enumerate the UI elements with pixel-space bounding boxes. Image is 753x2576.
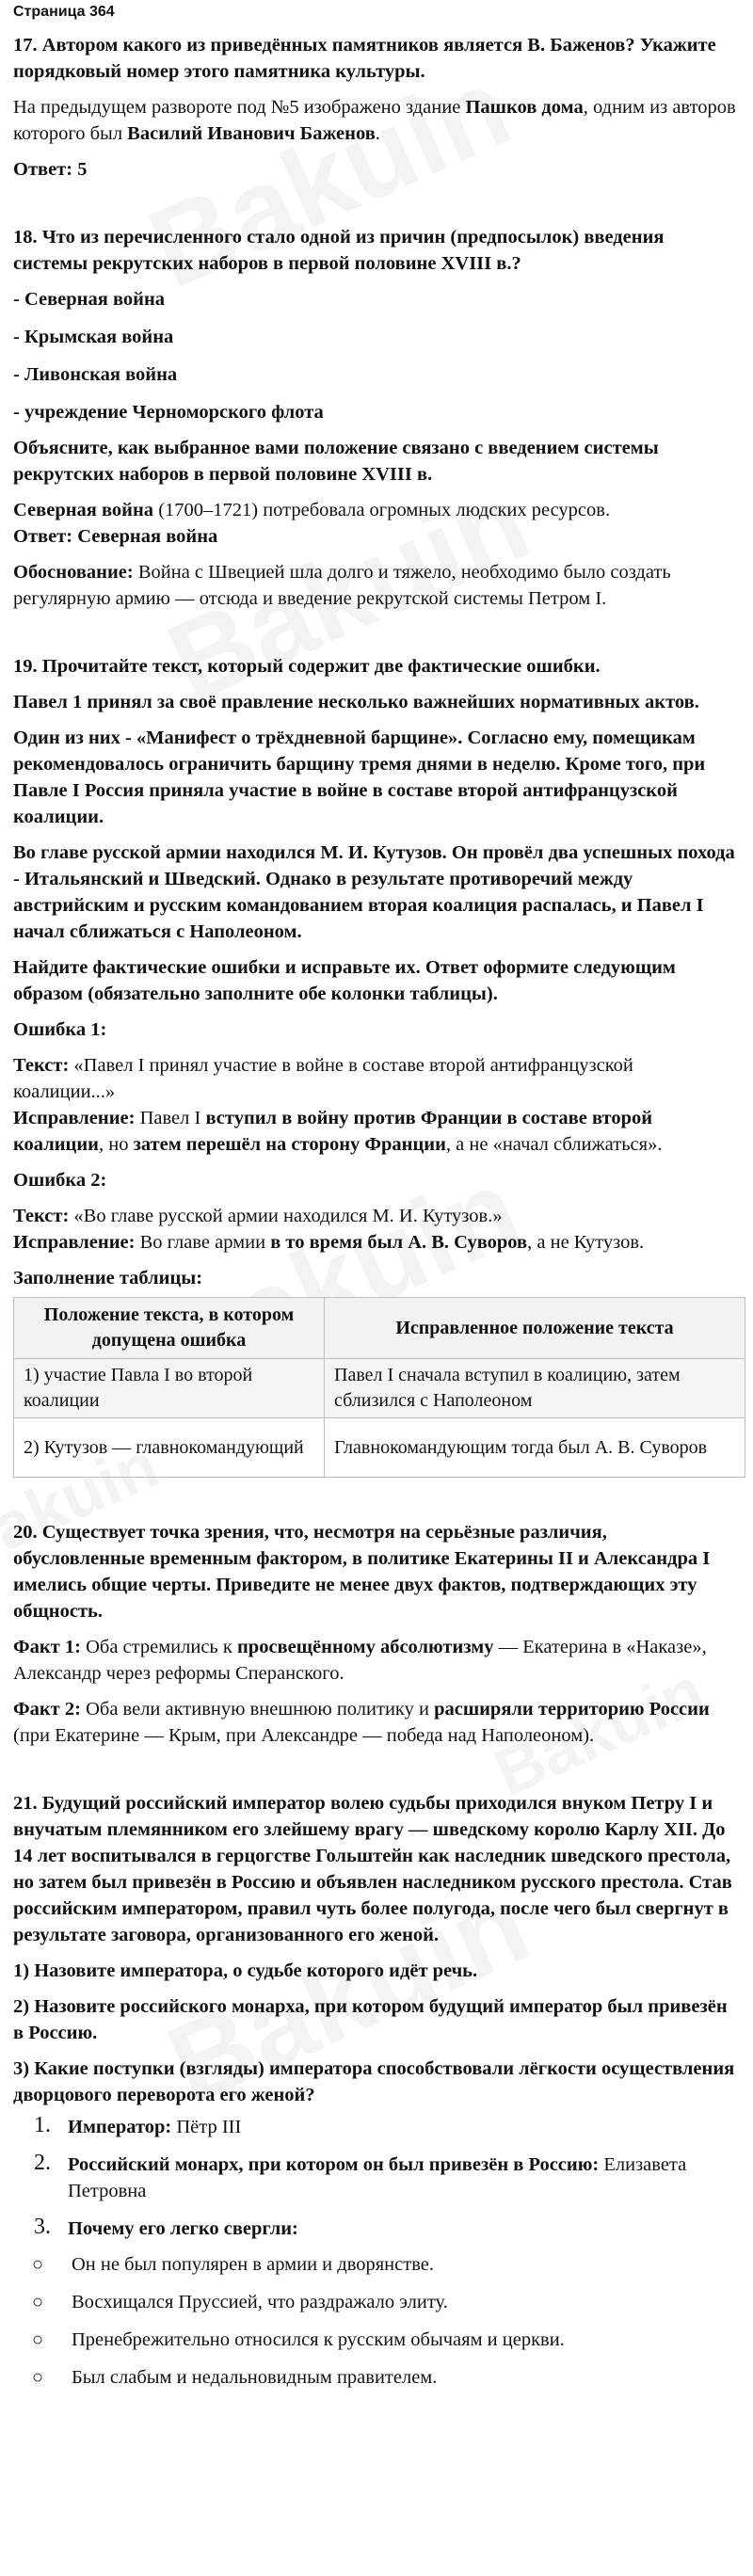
question-18-line	[13, 497, 740, 523]
list-item	[13, 2251, 740, 2278]
answers-list	[13, 2114, 740, 2391]
bold-span: Исправление:	[13, 1108, 136, 1128]
table-cell: 2) Кутузов — главнокомандующий	[14, 1418, 325, 1478]
list-item	[13, 2114, 740, 2140]
text-span: Был слабым и недальновидным правителем.	[72, 2367, 438, 2388]
table-cell: Главнокомандующим тогда был А. В. Суворов	[325, 1418, 745, 1478]
option: - учреждение Черноморского флота	[13, 402, 324, 423]
fact-1	[13, 1634, 740, 1687]
reasons-list	[13, 2251, 740, 2391]
text-span: (при Екатерине — Крым, при Александре — победа над Наполеоном).	[13, 1725, 595, 1746]
text-span: , а не Кутузов.	[527, 1232, 645, 1253]
bold-span: расширяли территорию России	[434, 1699, 710, 1720]
text-span: Пётр III	[171, 2117, 242, 2137]
sub-question: 2) Назовите российского монарха, при котором будущий император был привезён в Россию.	[13, 1996, 728, 2043]
bold-span: Пашков дома	[465, 97, 584, 118]
text-span: Восхищался Пруссией, что раздражало элиту.	[72, 2292, 448, 2312]
text-span: «Павел I принял участие в войне в составе второй антифранцузской коалиции...»	[13, 1055, 633, 1102]
list-number: 2.	[34, 2151, 51, 2175]
text-span: Оба вели активную внешнюю политику и	[80, 1699, 435, 1720]
paragraph: Во главе русской армии находился М. И. Кутузов. Он провёл два успешных похода - Итальянский и Шведский. Однако в результате противоречий между австрийским и русским командованием вторая коалиция распалась, и Павел I начал сближаться с Наполеоном.	[13, 842, 735, 942]
question-17-explanation	[13, 94, 740, 147]
error-1-fix	[13, 1105, 740, 1158]
sub-question: 1) Назовите императора, о судьбе которого идёт речь.	[13, 1960, 478, 1981]
table-cell: Павел I сначала вступил в коалицию, затем сблизился с Наполеоном	[325, 1359, 745, 1418]
table-cell: 1) участие Павла I во второй коалиции	[14, 1359, 325, 1418]
bold-span: Исправление:	[13, 1232, 136, 1253]
bold-span: в то время был А. В. Суворов	[270, 1232, 528, 1253]
text-span: Оба стремились к	[80, 1637, 237, 1657]
bold-span: просвещённому абсолютизму	[237, 1637, 494, 1657]
bold-span: Текст:	[13, 1055, 70, 1076]
bold-span: Почему его легко свергли:	[68, 2218, 298, 2239]
list-item	[13, 2289, 740, 2315]
question-17	[13, 32, 740, 183]
list-item	[13, 2152, 740, 2204]
bold-span: Император:	[68, 2117, 172, 2137]
sub-question: 3) Какие поступки (взгляды) императора способствовали лёгкости осуществления дворцового переворота его женой?	[13, 2058, 735, 2105]
table-header-cell: Исправленное положение текста	[325, 1298, 745, 1359]
table-row	[14, 1359, 745, 1418]
paragraph: Павел 1 принял за своё правление несколько важнейших нормативных актов.	[13, 692, 699, 712]
text-span: Елизавета Петровна	[68, 2154, 687, 2201]
error-1-title: Ошибка 1:	[13, 1019, 107, 1040]
paragraph: Один из них - «Манифест о трёхдневной барщине». Согласно ему, помещикам рекомендовалось ограничить барщину тремя днями в неделю. Кроме того, при Павле I Россия приняла участие в войне в составе второй антифранцузской коалиции.	[13, 728, 706, 827]
question-17-text: 17. Автором какого из приведённых памятников является В. Баженов? Укажите порядковый номер этого памятника культуры.	[13, 35, 716, 82]
question-20	[13, 1519, 740, 1749]
page-header: Страница 364	[13, 4, 115, 20]
text-span: На предыдущем развороте под №5 изображено здание	[13, 97, 466, 118]
question-19	[13, 653, 740, 1478]
text-span: Во главе армии	[135, 1232, 271, 1253]
circle-bullet-icon: ○	[32, 2292, 44, 2312]
error-1-text	[13, 1052, 740, 1105]
question-21	[13, 1790, 740, 2391]
bold-span: Факт 2:	[13, 1699, 81, 1720]
list-number: 1.	[34, 2113, 51, 2137]
question-18-explain: Объясните, как выбранное вами положение связано с введением системы рекрутских наборов в первой половине XVIII в.	[13, 438, 659, 485]
error-2-text	[13, 1203, 740, 1229]
question-18	[13, 224, 740, 612]
fact-2	[13, 1696, 740, 1749]
text-span: , но	[98, 1134, 134, 1155]
error-2-fix	[13, 1229, 740, 1256]
bold-span: Василий Иванович Баженов	[127, 123, 376, 144]
bold-span: вступил в войну против Франции в составе второй коалиции	[13, 1108, 653, 1155]
bold-span: Факт 1:	[13, 1637, 81, 1657]
circle-bullet-icon: ○	[32, 2367, 44, 2388]
error-2-title: Ошибка 2:	[13, 1170, 107, 1191]
option: - Северная война	[13, 289, 166, 310]
task: Найдите фактические ошибки и исправьте их. Ответ оформите следующим образом (обязательно заполните обе колонки таблицы).	[13, 957, 676, 1004]
bold-span: затем перешёл на сторону Франции	[133, 1134, 446, 1155]
option: - Крымская война	[13, 327, 174, 347]
bold-span: Российский монарх, при котором он был привезён в Россию:	[68, 2154, 600, 2175]
list-item	[13, 2364, 740, 2391]
table-header-row	[14, 1298, 745, 1359]
list-item	[13, 2327, 740, 2353]
text-span: Он не был популярен в армии и дворянстве.	[72, 2254, 434, 2275]
text-span: «Во главе русской армии находился М. И. Кутузов.»	[69, 1206, 503, 1226]
list-item	[13, 2216, 740, 2391]
circle-bullet-icon: ○	[32, 2329, 44, 2350]
text-span: Пренебрежительно относился к русским обычаям и церкви.	[72, 2329, 565, 2350]
table-row	[14, 1418, 745, 1478]
question-17-answer: Ответ: 5	[13, 159, 88, 180]
question-18-answer: Ответ: Северная война	[13, 526, 218, 547]
text-span: — Екатерина в «Наказе», Александр через реформы Сперанского.	[13, 1637, 707, 1684]
bold-span: Обоснование:	[13, 562, 134, 583]
circle-bullet-icon: ○	[32, 2254, 44, 2275]
text-span: , а не «начал сближаться».	[445, 1134, 663, 1155]
text-span: Павел I	[135, 1108, 206, 1128]
text-span: Война с Швецией шла долго и тяжело, необходимо было создать регулярную армию — отсюда и введение рекрутской системы Петром I.	[13, 562, 671, 609]
answer-table	[13, 1297, 745, 1478]
question-18-text: 18. Что из перечисленного стало одной из причин (предпосылок) введения системы рекрутских наборов в первой половине XVIII в.?	[13, 227, 665, 274]
question-18-justification	[13, 559, 740, 612]
question-20-text: 20. Существует точка зрения, что, несмотря на серьёзные различия, обусловленные временным фактором, в политике Екатерины II и Александра I имелись общие черты. Приведите не менее двух фактов, подтверждающих эту общность.	[13, 1522, 711, 1622]
text-span: (1700–1721) потребовала огромных людских ресурсов.	[153, 500, 611, 520]
text-span: , одним из авторов которого был	[13, 97, 736, 144]
option: - Ливонская война	[13, 364, 178, 385]
question-21-text: 21. Будущий российский император волею судьбы приходился внуком Петру I и внучатым племянником его злейшему врагу — шведскому королю Карлу XII. До 14 лет воспитывался в герцогстве Гольштейн как наследник шведского престола, но затем был привезён в Россию и объявлен наследником русского престола. Став российским императором, правил чуть более полугода, после чего был свергнут в результате заговора, организованного его женой.	[13, 1793, 732, 1945]
list-number: 3.	[34, 2215, 51, 2239]
bold-span: Текст:	[13, 1206, 70, 1226]
table-header-cell: Положение текста, в котором допущена ошибка	[14, 1298, 325, 1359]
text-span: .	[375, 123, 380, 144]
table-title: Заполнение таблицы:	[13, 1268, 203, 1288]
bold-span: Северная война	[13, 500, 154, 520]
question-19-text: 19. Прочитайте текст, который содержит две фактические ошибки.	[13, 656, 601, 677]
